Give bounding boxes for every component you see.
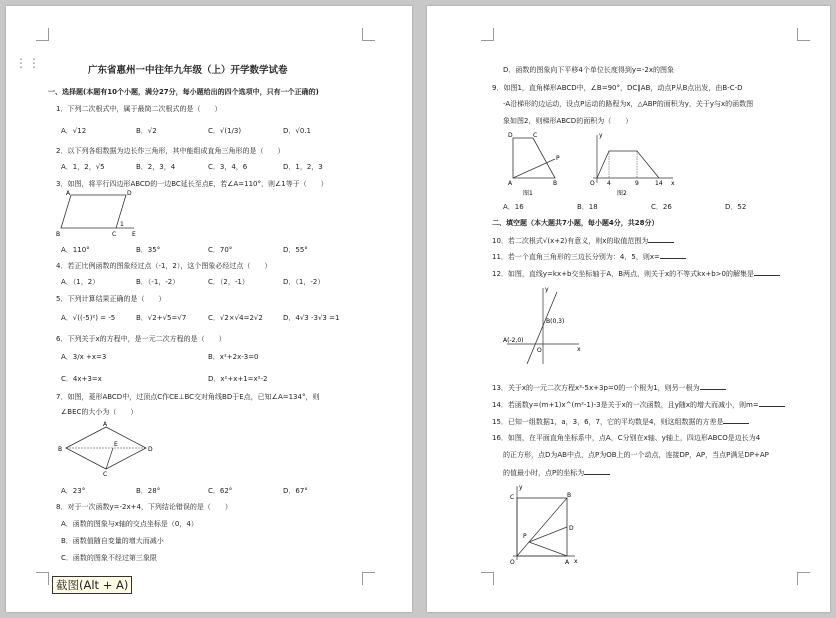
- fig9b-axis-x: x: [671, 180, 675, 187]
- q10-text: 10．若二次根式√(x+2)有意义，则x的取值范围为: [492, 237, 649, 245]
- crop-mark: [481, 572, 494, 585]
- q3-option-b: B．35°: [136, 246, 161, 254]
- fig9b-axis-y: y: [599, 132, 603, 139]
- fig16-label-a: A: [565, 559, 570, 566]
- q13: [492, 383, 726, 393]
- fig9a-label-a: A: [508, 180, 513, 187]
- fig9a-caption: 图1: [523, 190, 533, 197]
- left-page: [6, 6, 412, 612]
- fig16-axis-x: x: [574, 558, 578, 565]
- fig7-label-d: D: [148, 446, 153, 453]
- fig3-angle-1: 1: [120, 221, 124, 228]
- section-1-heading: 一、选择题(本题有10个小题，满分27分，每小题给出的四个选项中，只有一个正确的): [48, 88, 319, 96]
- q14: [492, 400, 785, 410]
- q5-option-a: A．√((-5)²) = -5: [61, 314, 116, 322]
- fig9a-label-c: C: [533, 132, 538, 139]
- q8-stem: 8．对于一次函数y=-2x+4，下列结论错误的是（ ）: [56, 503, 232, 511]
- fig3-label-e: E: [132, 231, 136, 238]
- q7-rhombus-figure: [58, 421, 153, 478]
- q8-option-c: C．函数的图象不经过第三象限: [61, 554, 157, 562]
- q16: [503, 468, 610, 478]
- q11-answer-blank: [660, 252, 686, 259]
- q7-option-c: C．62°: [208, 487, 233, 495]
- fig16-label-b: B: [567, 492, 572, 499]
- q9-option-b: B．18: [577, 203, 598, 211]
- q6-stem: 6．下列关于x的方程中，是一元二次方程的是（ ）: [56, 335, 226, 343]
- q2-option-d: D．1，2，3: [283, 163, 323, 171]
- q7-line-2: ∠BEC的大小为（ ）: [61, 408, 138, 416]
- exam-title: 广东省惠州一中往年九年级（上）开学数学试卷: [88, 65, 288, 76]
- q2-stem: 2．以下列各组数据为边长作三角形，其中能组成直角三角形的是（ ）: [56, 147, 285, 155]
- q16-square-figure: [509, 484, 579, 564]
- q2-option-b: B．2，3，4: [136, 163, 176, 171]
- fig12-origin: O: [537, 347, 542, 354]
- crop-mark: [36, 572, 49, 585]
- q9-trapezoid-figure: [505, 133, 565, 195]
- fig3-label-d: D: [127, 190, 132, 197]
- fig9b-caption: 图2: [617, 190, 627, 197]
- fig16-axis-y: y: [519, 484, 523, 491]
- fig16-label-p: P: [523, 533, 527, 540]
- q2-option-a: A．1，2，√5: [61, 163, 105, 171]
- q9-line-3: 象如图2，则梯形ABCD的面积为（ ）: [503, 117, 633, 125]
- q7-line-1: 7．如图，菱形ABCD中，过顶点C作CE⊥BC交对角线BD于E点，已知∠A=134°，则: [56, 393, 320, 401]
- fig3-label-c: C: [112, 231, 117, 238]
- q10: [492, 236, 674, 246]
- q6-option-b: B．x²+2x-3=0: [208, 353, 259, 361]
- q16-line-2: 的正方形，点D为AB中点，点P为OB上的一个动点，连接DP，AP，当点P满足DP+AP: [503, 451, 769, 459]
- crop-mark: [362, 28, 375, 41]
- q14-text: 14．若函数y=(m+1)x^(m²-1)-3是关于x的一次函数，且y随x的增大而减小，则m=: [492, 401, 759, 409]
- q12-answer-blank: [754, 269, 780, 276]
- q7-option-a: A．23°: [61, 487, 86, 495]
- q7-option-d: D．67°: [283, 487, 308, 495]
- q4-option-c: C．（2，-1）: [208, 278, 249, 286]
- fig9b-tick-4: 4: [607, 180, 611, 187]
- q1-option-a: A．√12: [61, 127, 87, 135]
- fig9a-label-b: B: [553, 180, 558, 187]
- q3-option-d: D．55°: [283, 246, 308, 254]
- fig12-point-a: A(-2,0): [503, 337, 524, 344]
- right-page: [427, 6, 830, 612]
- fig7-label-c: C: [103, 471, 108, 478]
- q4-stem: 4．若正比例函数的图象经过点（-1，2），这个图象必经过点（ ）: [56, 262, 272, 270]
- fig9b-tick-9: 9: [635, 180, 639, 187]
- q9-line-2: -A沿梯形的边运动，设点P运动的路程为x，△ABP的面积为y，关于y与x的函数图: [503, 100, 754, 108]
- drag-handle-icon[interactable]: ⋮⋮: [15, 56, 41, 70]
- q1-stem: 1．下列二次根式中，属于最简二次根式的是（ ）: [56, 105, 222, 113]
- q5-option-c: C．√2×√4=2√2: [208, 314, 263, 322]
- q6-option-d: D．x²+x+1=x²-2: [208, 375, 268, 383]
- fig9b-tick-14: 14: [655, 180, 663, 187]
- fig12-point-b: B(0,3): [546, 318, 565, 325]
- q15-text: 15．已知一组数据1，a，3，6，7，它的平均数是4，则这组数据的方差是: [492, 418, 724, 426]
- fig3-label-a: A: [66, 190, 71, 197]
- fig7-label-b: B: [58, 446, 63, 453]
- q9-option-a: A．16: [503, 203, 524, 211]
- q9-option-c: C．26: [651, 203, 672, 211]
- q4-option-d: D．（1，-2）: [283, 278, 325, 286]
- q3-stem: 3．如图，将平行四边形ABCD的一边BC延长至点E，若∠A=110°，则∠1等于（ ）: [56, 180, 328, 188]
- screenshot-button[interactable]: 截图(Alt + A): [52, 576, 132, 594]
- q3-option-a: A．110°: [61, 246, 90, 254]
- q8-option-a: A．函数的图象与x轴的交点坐标是（0，4）: [61, 520, 198, 528]
- q13-text: 13．关于x的一元二次方程x²-5x+3p=0的一个根为1，则另一根为: [492, 384, 700, 392]
- q14-answer-blank: [759, 400, 785, 407]
- fig16-origin: O: [510, 559, 515, 566]
- q8-option-d: D．函数的图象向下平移4个单位长度得到y=-2x的图象: [503, 66, 674, 74]
- q7-option-b: B．28°: [136, 487, 161, 495]
- q9-line-1: 9．如图1，直角梯形ABCD中，∠B=90°，DC∥AB，动点P从B点出发，由B-C-D: [492, 84, 743, 92]
- q5-option-d: D．4√3 -3√3 =1: [283, 314, 340, 322]
- q16-line-1: 16．如图，在平面直角坐标系中，点A，C分别在x轴、y轴上，四边形ABCO是边长为4: [492, 434, 761, 442]
- q1-option-c: C．√(1/3): [208, 127, 242, 135]
- q16-line-3: 的值最小时，点P的坐标为: [503, 469, 585, 477]
- q12-text: 12．如图，直线y=kx+b交坐标轴于A，B两点，则关于x的不等式kx+b>0的解集是: [492, 270, 754, 278]
- q2-option-c: C．3，4，6: [208, 163, 248, 171]
- q4-option-b: B．（-1，-2）: [136, 278, 180, 286]
- q10-answer-blank: [648, 236, 674, 243]
- fig3-label-b: B: [56, 231, 61, 238]
- q8-option-b: B．函数值随自变量的增大而减小: [61, 537, 164, 545]
- fig16-label-d: D: [569, 525, 574, 532]
- crop-mark: [362, 572, 375, 585]
- q11-text: 11．若一个直角三角形的三边长分别为：4，5，则x=: [492, 253, 660, 261]
- fig9a-label-d: D: [508, 132, 513, 139]
- fig9a-label-p: P: [556, 155, 560, 162]
- crop-mark: [797, 572, 810, 585]
- section-2-heading: 二、填空题（本大题共7小题，每小题4分，共28分）: [492, 219, 659, 227]
- q4-option-a: A．（1，2）: [61, 278, 100, 286]
- q12-line-graph: [505, 286, 585, 366]
- q1-option-b: B．√2: [136, 127, 157, 135]
- q6-option-a: A．3/x +x=3: [61, 353, 107, 361]
- q5-stem: 5．下列计算结果正确的是（ ）: [56, 295, 166, 303]
- q3-option-c: C．70°: [208, 246, 233, 254]
- q16-answer-blank: [584, 468, 610, 475]
- fig16-label-c: C: [510, 494, 515, 501]
- fig9b-origin: O: [590, 180, 595, 187]
- q9-option-d: D．52: [725, 203, 747, 211]
- crop-mark: [481, 28, 494, 41]
- q1-option-d: D．√0.1: [283, 127, 311, 135]
- q11: [492, 252, 686, 262]
- q6-option-c: C．4x+3=x: [61, 375, 102, 383]
- q15-answer-blank: [723, 417, 749, 424]
- q3-parallelogram-figure: [56, 192, 136, 238]
- fig7-label-a: A: [103, 421, 108, 428]
- crop-mark: [797, 28, 810, 41]
- crop-mark: [36, 28, 49, 41]
- fig12-axis-y: y: [545, 286, 549, 293]
- q13-answer-blank: [700, 383, 726, 390]
- fig7-label-e: E: [114, 441, 118, 448]
- q12: [492, 269, 780, 279]
- q9-function-graph: [585, 133, 677, 195]
- fig12-axis-x: x: [577, 346, 581, 353]
- q15: [492, 417, 749, 427]
- q5-option-b: B．√2+√5=√7: [136, 314, 187, 322]
